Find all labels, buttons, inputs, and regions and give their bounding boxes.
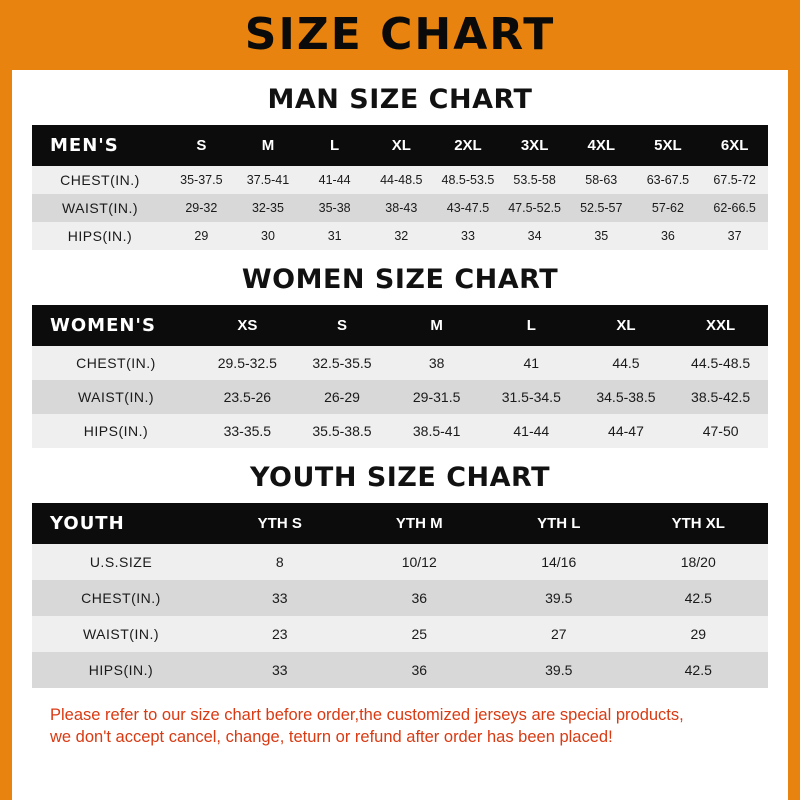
- men-r2-c2: 31: [327, 229, 342, 243]
- women-r0-c2: 38: [428, 355, 445, 371]
- women-r2-c0: 33-35.5: [223, 423, 272, 439]
- men-r0-c8: 67.5-72: [713, 173, 756, 187]
- youth-r2-c0: 23: [271, 626, 288, 642]
- notice-line-2: we don't accept cancel, change, teturn or refund after order has been placed!: [50, 728, 613, 747]
- men-r0-c1: 37.5-41: [246, 173, 290, 187]
- youth-r1-c0: 33: [271, 590, 288, 606]
- women-header-row: [32, 305, 768, 346]
- men-r2-c0: 29: [194, 229, 209, 243]
- table-row: [32, 222, 768, 250]
- order-notice: [32, 704, 768, 749]
- youth-r1-c1: 36: [411, 590, 428, 606]
- men-r1-c7: 57-62: [651, 201, 684, 215]
- men-size-table: [32, 125, 768, 250]
- women-section-title: WOMEN SIZE CHART: [241, 264, 559, 295]
- men-col-1: M: [235, 125, 302, 166]
- women-r0-c0: 29.5-32.5: [217, 355, 277, 371]
- women-r1-c0: 23.5-26: [223, 389, 272, 405]
- table-row: [32, 380, 768, 414]
- youth-section-title: YOUTH SIZE CHART: [249, 462, 551, 493]
- table-row: [32, 346, 768, 380]
- men-section-title: MAN SIZE CHART: [267, 84, 533, 115]
- table-row: [32, 652, 768, 688]
- men-r0-c4: 48.5-53.5: [441, 173, 495, 187]
- youth-col-0: YTH S: [210, 503, 350, 544]
- notice-line-1: Please refer to our size chart before order,the customized jerseys are special products,: [50, 706, 684, 724]
- men-col-5: 3XL: [501, 125, 568, 166]
- men-header-row: [32, 125, 768, 166]
- women-r2-c2: 38.5-41: [412, 423, 461, 439]
- men-col-8: 6XL: [701, 125, 768, 166]
- women-col-0: XS: [200, 305, 295, 346]
- women-r0-c3: 41: [523, 355, 540, 371]
- youth-row-2-label: WAIST(IN.): [82, 626, 160, 642]
- men-r2-c1: 30: [261, 229, 275, 243]
- section-youth: [32, 462, 768, 688]
- women-r1-c1: 26-29: [324, 389, 360, 405]
- youth-row-0-label: U.S.SIZE: [89, 554, 153, 570]
- men-r2-c7: 36: [660, 229, 675, 243]
- youth-row-3-label: HIPS(IN.): [88, 662, 154, 678]
- women-table-body: [32, 346, 768, 448]
- men-r1-c2: 35-38: [318, 201, 351, 215]
- men-table-body: [32, 166, 768, 250]
- youth-table-head: [32, 503, 768, 544]
- table-row: [32, 544, 768, 580]
- youth-table-body: [32, 544, 768, 688]
- women-size-table: [32, 305, 768, 448]
- men-r0-c5: 53.5-58: [513, 173, 556, 187]
- youth-r3-c2: 39.5: [545, 662, 573, 678]
- men-r0-c2: 41-44: [318, 173, 351, 187]
- section-men: [32, 84, 768, 250]
- content: [12, 84, 788, 749]
- youth-r0-c3: 18/20: [680, 554, 716, 570]
- youth-row-1-label: CHEST(IN.): [81, 590, 161, 606]
- men-r1-c3: 38-43: [385, 201, 418, 215]
- youth-r2-c2: 27: [550, 626, 567, 642]
- banner: [0, 0, 800, 70]
- women-col-1: S: [295, 305, 390, 346]
- men-r1-c5: 47.5-52.5: [508, 201, 562, 215]
- table-row: [32, 580, 768, 616]
- men-row-2-label: HIPS(IN.): [67, 228, 133, 244]
- men-r2-c5: 34: [527, 229, 542, 243]
- men-r2-c8: 37: [727, 229, 742, 243]
- women-corner-label: WOMEN'S: [32, 305, 200, 346]
- youth-r1-c3: 42.5: [684, 590, 712, 606]
- men-col-3: XL: [368, 125, 435, 166]
- men-col-0: S: [168, 125, 235, 166]
- youth-r3-c3: 42.5: [684, 662, 712, 678]
- men-r1-c1: 32-35: [251, 201, 284, 215]
- men-table-head: [32, 125, 768, 166]
- women-col-2: M: [389, 305, 484, 346]
- table-row: [32, 414, 768, 448]
- women-r0-c5: 44.5-48.5: [691, 355, 751, 371]
- banner-title: SIZE CHART: [244, 9, 556, 60]
- youth-r0-c2: 14/16: [541, 554, 577, 570]
- women-col-4: XL: [579, 305, 674, 346]
- men-r0-c7: 63-67.5: [646, 173, 690, 187]
- men-row-0-label: CHEST(IN.): [60, 172, 140, 188]
- men-r2-c6: 35: [594, 229, 609, 243]
- men-col-2: L: [301, 125, 368, 166]
- women-r1-c5: 38.5-42.5: [691, 389, 751, 405]
- men-r1-c4: 43-47.5: [446, 201, 490, 215]
- section-women: [32, 264, 768, 448]
- women-row-2-label: HIPS(IN.): [83, 423, 149, 439]
- youth-r2-c3: 29: [690, 626, 707, 642]
- women-r2-c1: 35.5-38.5: [312, 423, 372, 439]
- women-r2-c3: 41-44: [513, 423, 550, 439]
- men-r1-c8: 62-66.5: [713, 201, 756, 215]
- women-row-0-label: CHEST(IN.): [76, 355, 156, 371]
- women-row-1-label: WAIST(IN.): [77, 389, 155, 405]
- table-row: [32, 194, 768, 222]
- women-r1-c4: 34.5-38.5: [596, 389, 656, 405]
- women-r1-c3: 31.5-34.5: [501, 389, 561, 405]
- youth-r0-c0: 8: [275, 554, 284, 570]
- table-row: [32, 616, 768, 652]
- men-row-1-label: WAIST(IN.): [61, 200, 139, 216]
- men-r0-c0: 35-37.5: [180, 173, 223, 187]
- youth-corner-label: YOUTH: [32, 503, 210, 544]
- men-r0-c6: 58-63: [585, 173, 618, 187]
- youth-r3-c1: 36: [411, 662, 428, 678]
- women-r0-c4: 44.5: [612, 355, 640, 371]
- youth-size-table: [32, 503, 768, 688]
- women-r2-c4: 44-47: [608, 423, 644, 439]
- men-col-7: 5XL: [635, 125, 702, 166]
- youth-col-3: YTH XL: [629, 503, 769, 544]
- youth-col-1: YTH M: [350, 503, 490, 544]
- men-r2-c3: 32: [394, 229, 409, 243]
- men-r2-c4: 33: [461, 229, 475, 243]
- youth-r0-c1: 10/12: [401, 554, 437, 570]
- women-table-head: [32, 305, 768, 346]
- men-r0-c3: 44-48.5: [380, 173, 423, 187]
- men-r1-c6: 52.5-57: [580, 201, 623, 215]
- youth-r1-c2: 39.5: [545, 590, 573, 606]
- table-row: [32, 166, 768, 194]
- youth-r3-c0: 33: [271, 662, 288, 678]
- men-col-6: 4XL: [568, 125, 635, 166]
- men-r1-c0: 29-32: [185, 201, 218, 215]
- women-col-5: XXL: [673, 305, 768, 346]
- youth-col-2: YTH L: [489, 503, 629, 544]
- youth-r2-c1: 25: [411, 626, 428, 642]
- women-col-3: L: [484, 305, 579, 346]
- youth-header-row: [32, 503, 768, 544]
- women-r0-c1: 32.5-35.5: [312, 355, 372, 371]
- men-col-4: 2XL: [435, 125, 502, 166]
- men-corner-label: MEN'S: [32, 125, 168, 166]
- women-r2-c5: 47-50: [702, 423, 739, 439]
- women-r1-c2: 29-31.5: [412, 389, 461, 405]
